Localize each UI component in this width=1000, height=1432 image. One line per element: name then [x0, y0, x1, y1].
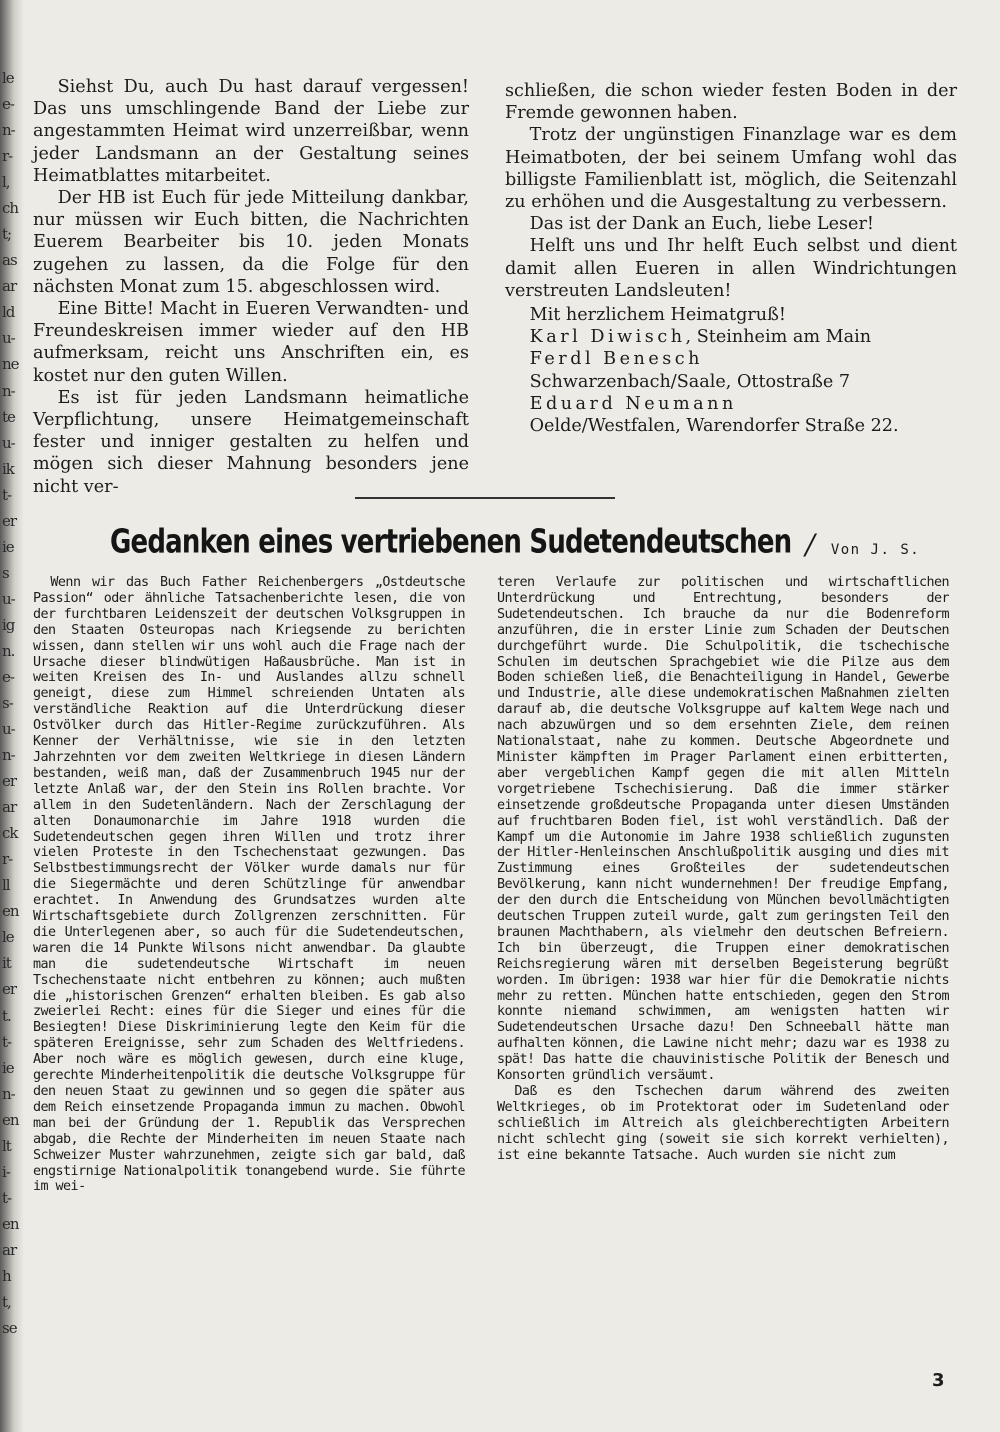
- gutter-fragment: u-: [2, 590, 15, 608]
- gutter-fragment: ck: [2, 824, 18, 842]
- gutter-fragment: se: [2, 1319, 17, 1337]
- gutter-fragment: ar: [2, 277, 17, 295]
- gutter-fragment: en: [2, 1111, 19, 1129]
- gutter-fragment: te: [2, 408, 15, 426]
- paragraph: Das ist der Dank an Euch, liebe Leser!: [529, 214, 874, 235]
- paragraph: Es ist für jeden Landsmann heimatliche Verpflichtung, unsere Heimatgemeinschaft fester und inniger gestalten zu helfen und mögen sich dieser Mahnung besonders jene nicht ver-: [33, 387, 469, 497]
- paragraph: Wenn wir das Buch Father Reichenbergers „Ostdeutsche Passion“ oder ähnliche Tatsachenberichte lesen, die von der furchtbaren Leidenszeit der deutschen Volksgruppen in den Staaten Osteuropas nach Kriegsende zu berichten wissen, dann stellen wir uns wohl auch die Frage nach der Ursache dieser blindwütigen Haßausbrüche. Man ist in weiten Kreisen des In- und Auslandes allzu schnell geneigt, diese zum Himmel schreienden Untaten als verständliche Reaktion auf die Unterdrückung dieser Ostvölker durch das Hitler-Regime zurückzuführen. Als Kenner der Verhältnisse, wie sie in den letzten Jahrzehnten vor dem zweiten Weltkriege in diesen Ländern bestanden, weiß man, daß der Zusammenbruch 1945 nur der letzte Anlaß war, der den Stein ins Rollen brachte. Vor allem in den Sudetenländern. Nach der Zerschlagung der alten Donaumonarchie im Jahre 1918 wurden die Sudetendeutschen gegen ihren Willen und trotz ihrer vielen Proteste in den Tschechenstaat gezwungen. Das Selbstbestimmungsrecht der Völker wurde damals nur für die Siegermächte und deren Schützlinge für anwendbar erachtet. In Anwendung des Grundsatzes wurden alte Wirtschaftsgebiete durch Zollgrenzen zerschnitten. Für die Unterlegenen aber, so auch für die Sudetendeutschen, waren die 14 Punkte Wilsons nicht anwendbar. Da glaubte man die sudetendeutsche Wirtschaft im neuen Tschechenstaate nicht entbehren zu können; auch mußten die „historischen Grenzen“ erhalten bleiben. Es gab also zweierlei Recht: eines für die Sieger und eines für die Besiegten! Diese Diskriminierung legte den Keim für die späteren Ereignisse, sehr zum Schaden des Weltfriedens. Aber noch wäre es möglich gewesen, durch eine kluge, gerechte Minderheitenpolitik die deutsche Volksgruppe für den neuen Staat zu gewinnen und so gegen die später aus dem Reich einsetzende Propaganda immun zu machen. Obwohl man bei der Gründung der 1. Republik das Versprechen abgab, die Rechte der Minderheiten im neuen Staate nach Schweizer Muster wahrzunehmen, zeigte sich gar bald, daß engstirnige Nationalpolitik tonangebend wurde. Sie führte im wei-: [33, 575, 465, 1195]
- title-separator: /: [805, 528, 815, 561]
- gutter-fragment: en: [2, 1215, 19, 1233]
- paragraph: Eine Bitte! Macht in Eueren Verwandten- und Freundeskreisen immer wieder auf den HB aufmerksam, reicht uns Anschriften ein, es kostet nur den guten Willen.: [33, 299, 469, 386]
- paragraph: teren Verlaufe zur politischen und wirtschaftlichen Unterdrückung und Entrechtung, besonders der Sudetendeutschen. Ich brauche da nur die Bodenreform anzuführen, die in erster Linie zum Schaden der Deutschen durchgeführt wurde. Die Schulpolitik, die tschechische Schulen im deutschen Sprachgebiet wie die Pilze aus dem Boden schießen ließ, die Benachteiligung in Handel, Gewerbe und Industrie, alle diese undemokratischen Maßnahmen zielten darauf ab, die deutsche Volksgruppe auf kaltem Wege nach und nach abzuwürgen und so dem ersehnten Ziele, dem reinen Nationalstaat, nahe zu kommen. Deutsche Abgeordnete und Minister kämpften im Prager Parlament einen erbitterten, aber vergeblichen Kampf gegen die mit allen Mitteln vorgetriebene Tschechisierung. Daß die immer stärker einsetzende großdeutsche Propaganda unter diesen Umständen auf fruchtbaren Boden fiel, ist wohl verständlich. Daß der Kampf um die Autonomie im Jahre 1938 schließlich zugunsten der Hitler-Henleinschen Anschlußpolitik ausging und dies mit Zustimmung eines Großteiles der sudetendeutschen Bevölkerung, kann nicht wundernehmen! Der freudige Empfang, der den durch die Entscheidung von München bevollmächtigten deutschen Truppen zuteil wurde, galt zum geringsten Teil den braunen Machthabern, als vielmehr den deutschen Befreiern. Ich bin überzeugt, die Truppen einer demokratischen Reichsregierung wären mit derselben Begeisterung begrüßt worden. Im übrigen: 1938 war hier für die Demokratie nichts mehr zu retten. München hatte entschieden, gegen den Strom konnte niemand schwimmen, am wenigsten hatten wir Sudetendeutschen Ursache dazu! Den Schneeball hätte man aufhalten können, die Lawine nicht mehr; dazu war es 1938 zu spät! Das hatte die chauvinistische Politik der Benesch und Konsorten gründlich versäumt.: [497, 575, 949, 1084]
- gutter-fragment: t-: [2, 1189, 12, 1207]
- signer-2-name: Ferdl Benesch: [529, 349, 703, 370]
- gutter-fragment: s-: [2, 694, 13, 712]
- gutter-fragment: t,: [2, 1293, 11, 1311]
- gutter-fragment: l,: [2, 173, 10, 191]
- gutter-fragment: it: [2, 954, 11, 972]
- gutter-fragment: u-: [2, 329, 15, 347]
- paragraph: Der HB ist Euch für jede Mitteilung dankbar, nur müssen wir Euch bitten, die Nachrichten Euerem Bearbeiter bis 10. jeden Monats zugehen zu lassen, da die Folge für den nächsten Monat zum 15. abgeschlossen wird.: [33, 188, 469, 297]
- gutter-fragment: er: [2, 980, 17, 998]
- gutter-fragment: ld: [2, 303, 15, 321]
- gutter-fragment: lt: [2, 1137, 11, 1155]
- gutter-fragment: er: [2, 772, 17, 790]
- gutter-fragment: n-: [2, 746, 15, 764]
- gutter-fragment: er: [2, 512, 17, 530]
- gutter-fragment: n-: [2, 121, 15, 139]
- gutter-fragment: ar: [2, 798, 17, 816]
- gutter-fragment: ik: [2, 460, 14, 478]
- gutter-fragment: r-: [2, 147, 13, 165]
- article-headline: [110, 523, 921, 572]
- gutter-fragment: le: [2, 928, 14, 946]
- gutter-fragment: s: [2, 564, 9, 582]
- signer-1-name: Karl Diwisch: [529, 327, 686, 348]
- paragraph: Helft uns und Ihr helft Euch selbst und dient damit allen Eueren in allen Windrichtungen verstreuten Landsleuten!: [505, 236, 957, 301]
- section-divider: [355, 497, 615, 499]
- article-right-column: [497, 575, 949, 1164]
- gutter-fragment: en: [2, 902, 19, 920]
- gutter-fragment: h: [2, 1267, 11, 1285]
- gutter-fragment: ch: [2, 199, 19, 217]
- gutter-fragment: ll: [2, 876, 10, 894]
- signer-2-place: Schwarzenbach/Saale, Ottostraße 7: [529, 371, 851, 392]
- gutter-fragment: t-: [2, 1033, 12, 1051]
- gutter-fragment: e-: [2, 668, 14, 686]
- gutter-fragment: n-: [2, 382, 15, 400]
- signer-3-name: Eduard Neumann: [529, 393, 737, 414]
- gutter-fragment: ar: [2, 1241, 17, 1259]
- gutter-fragment: ie: [2, 538, 14, 556]
- top-right-column: [505, 80, 957, 437]
- article-title: Gedanken eines vertriebenen Sudetendeutschen: [110, 523, 792, 561]
- article-byline: Von J. S.: [830, 542, 921, 558]
- gutter-fragment: ne: [2, 355, 19, 373]
- article-left-column: [33, 575, 465, 1195]
- gutter-fragment: ie: [2, 1059, 14, 1077]
- gutter-fragment: i-: [2, 1163, 10, 1181]
- gutter-fragment: t-: [2, 486, 12, 504]
- gutter-fragment: n-: [2, 1085, 15, 1103]
- signature-block: [505, 304, 957, 437]
- signer-1: [505, 326, 957, 348]
- paragraph: Daß es den Tschechen darum während des zweiten Weltkrieges, ob im Protektorat oder im Sudetenland oder schließlich im Altreich als gleichberechtigten Arbeitern nicht schlecht ging (soweit sie sich korrekt verhielten), ist eine bekannte Tatsache. Auch wurden sie nicht zum: [497, 1084, 949, 1163]
- signer-1-place: , Steinheim am Main: [685, 327, 872, 348]
- gutter-fragment: e-: [2, 95, 14, 113]
- gutter-fragment: as: [2, 251, 17, 269]
- top-left-column: [33, 76, 469, 498]
- binding-gutter: [0, 0, 24, 1432]
- gutter-fragment: r-: [2, 850, 13, 868]
- gutter-fragment: n.: [2, 642, 15, 660]
- paragraph: Siehst Du, auch Du hast darauf vergessen! Das uns umschlingende Band der Liebe zur angestammten Heimat wird unzerreißbar, wenn jeder Landsmann an der Gestaltung seines Heimatblattes mitarbeitet.: [33, 77, 469, 186]
- gutter-fragment: u-: [2, 720, 15, 738]
- gutter-fragment: u-: [2, 434, 15, 452]
- paragraph: Trotz der ungünstigen Finanzlage war es dem Heimatboten, der bei seinem Umfang wohl das billigste Familienblatt ist, möglich, die Seitenzahl zu erhöhen und die Ausgestaltung zu verbessern.: [505, 125, 957, 213]
- page-number: 3: [932, 1370, 945, 1391]
- paragraph: schließen, die schon wieder festen Boden in der Fremde gewonnen haben.: [505, 81, 957, 124]
- greeting: Mit herzlichem Heimatgruß!: [529, 305, 786, 326]
- gutter-fragment: t;: [2, 225, 12, 243]
- signer-3-place: Oelde/Westfalen, Warendorfer Straße 22.: [529, 416, 899, 437]
- gutter-fragment: t.: [2, 1007, 11, 1025]
- gutter-fragment: ig: [2, 616, 15, 634]
- gutter-fragment: le: [2, 69, 14, 87]
